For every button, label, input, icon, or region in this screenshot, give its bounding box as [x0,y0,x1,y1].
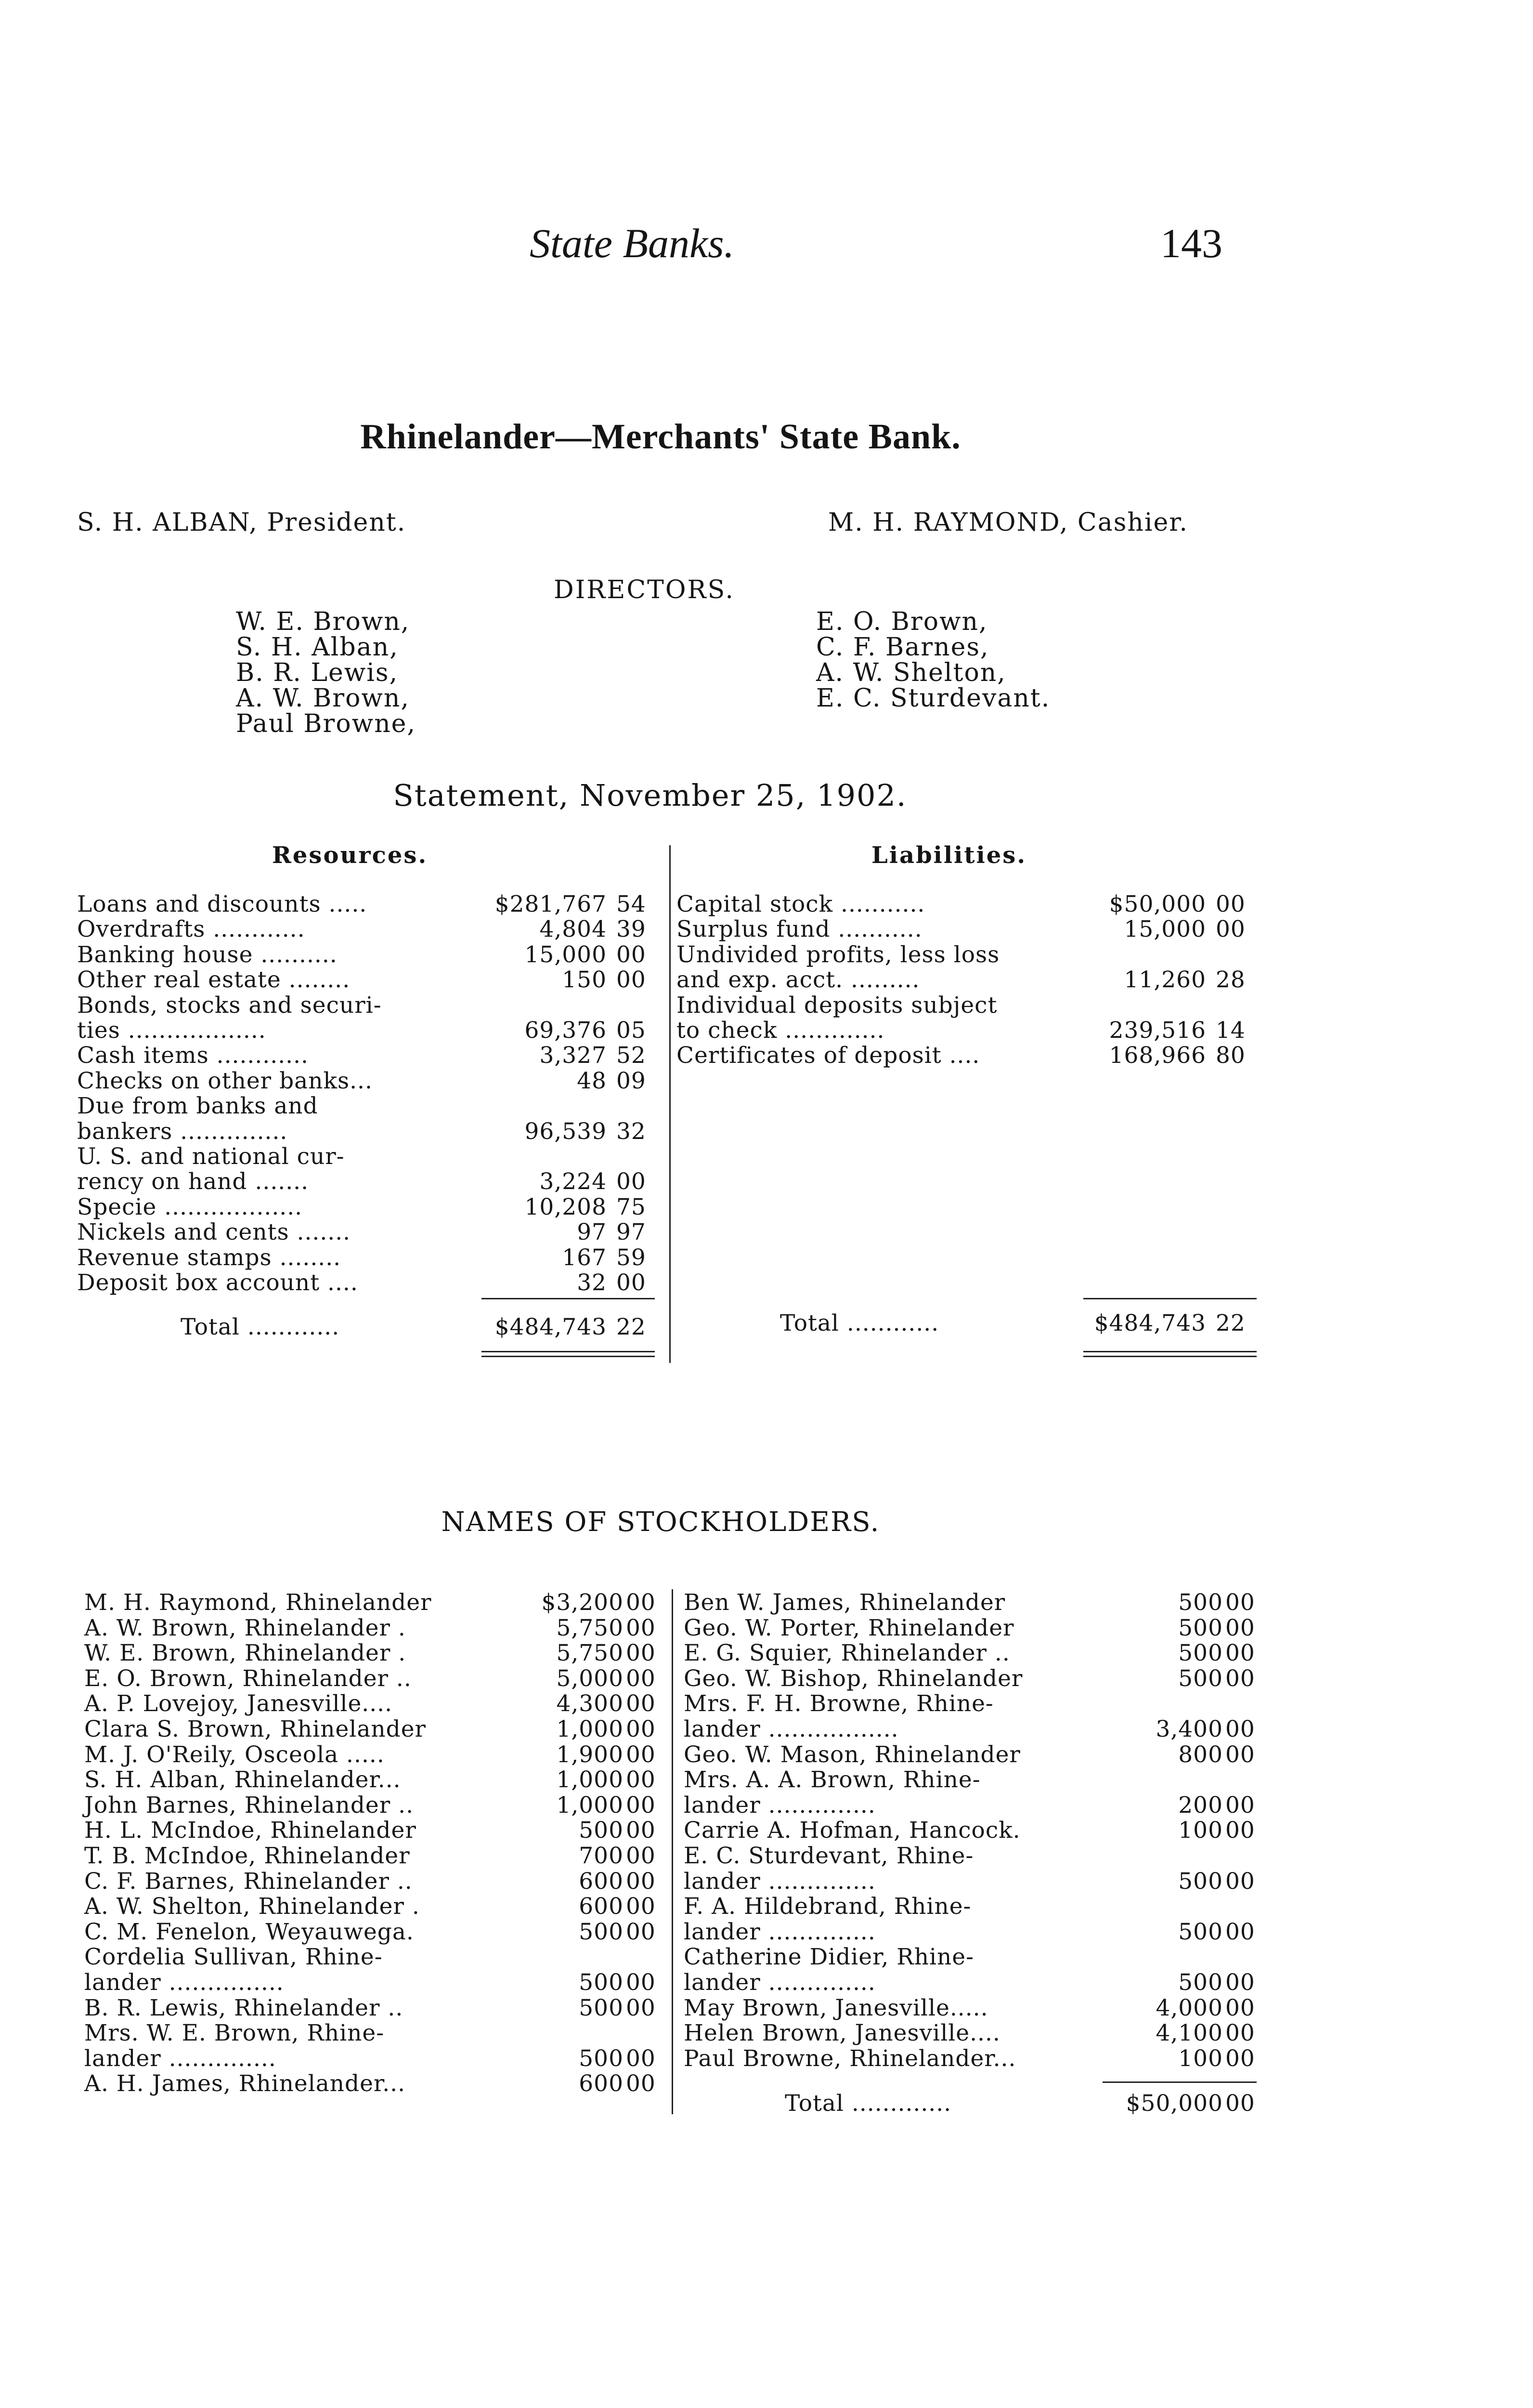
stockholder-row-cents: 00 [1225,1741,1255,1768]
stockholder-row [684,1969,1261,1994]
stockholder-row-label: Paul Browne, Rhinelander... [684,2045,1016,2072]
resource-row-label: Nickels and cents ....... [77,1219,351,1246]
resource-row-cents: 05 [616,1017,646,1044]
resource-row-cents: 52 [616,1042,646,1069]
stockholder-row-dollars: $3,200 [541,1589,624,1616]
resources-total-dollars: $484,743 [494,1314,607,1340]
stockholder-row-label: H. L. McIndoe, Rhinelander [84,1817,416,1844]
liability-row [676,942,1259,967]
stockholder-row [684,1589,1261,1614]
director-name: A. W. Shelton, [816,658,1006,687]
stockholder-row-cents: 00 [1225,1792,1255,1819]
stockholder-row-label: lander .............. [684,1868,876,1895]
directors-heading: DIRECTORS. [554,576,735,604]
stockholder-row-cents: 00 [1225,1589,1255,1616]
resource-row-cents: 00 [616,1168,646,1195]
resource-row-label: Revenue stamps ........ [77,1244,341,1271]
stockholder-row [84,1741,662,1767]
statement-column-divider [669,845,671,1363]
stockholder-row-cents: 00 [626,2070,656,2097]
stockholder-row-dollars: 800 [1178,1741,1223,1768]
resource-row [77,1244,660,1269]
page-number: 143 [1160,220,1222,266]
liability-row-cents: 00 [1216,891,1246,917]
stockholder-row [684,1868,1261,1893]
resource-row-cents: 39 [616,916,646,943]
stockholder-row [684,2020,1261,2045]
liability-row-cents: 28 [1216,967,1246,994]
stockholder-row-dollars: 600 [579,1868,624,1895]
liabilities-sum-rule [1083,1298,1257,1299]
resource-row-label: Other real estate ........ [77,967,351,994]
stockholder-row-cents: 00 [626,1868,656,1895]
director-name: S. H. Alban, [236,633,399,662]
liability-row-cents: 80 [1216,1042,1246,1069]
stockholder-row [684,1995,1261,2020]
stockholder-row-dollars: 500 [579,1817,624,1844]
stockholder-row-cents: 00 [626,1918,656,1945]
stockholder-row-label: Mrs. F. H. Browne, Rhine- [684,1690,994,1717]
stockholders-heading: NAMES OF STOCKHOLDERS. [441,1506,880,1538]
liability-row-dollars: 15,000 [1124,916,1206,943]
stockholder-row-cents: 00 [626,1893,656,1920]
liability-row [676,967,1259,992]
directors-right-list [816,609,1050,711]
stockholder-row-label: B. R. Lewis, Rhinelander .. [84,1994,403,2021]
stockholder-row [84,1817,662,1842]
stockholder-row-label: F. A. Hildebrand, Rhine- [684,1893,972,1920]
stockholder-row-cents: 00 [626,1716,656,1742]
stockholder-row-dollars: 100 [1178,1817,1223,1844]
stockholder-row [684,1615,1261,1640]
liability-row-label: Certificates of deposit .... [676,1042,980,1069]
liability-row-dollars: 168,966 [1109,1042,1206,1069]
stockholder-row-label: lander ............... [84,1969,284,1996]
stockholder-row [84,1690,662,1715]
resource-row-cents: 54 [616,891,646,917]
resource-row-dollars: 15,000 [524,941,607,968]
stockholder-row [684,1690,1261,1715]
stockholder-row-label: A. W. Brown, Rhinelander . [84,1614,406,1641]
stockholder-row-label: Catherine Didier, Rhine- [684,1944,974,1971]
stockholder-row-cents: 00 [626,1690,656,1717]
stockholder-row-cents: 00 [1225,1640,1255,1667]
resource-row-dollars: 3,224 [539,1168,607,1195]
stockholder-row-label: E. O. Brown, Rhinelander .. [84,1665,412,1692]
stockholder-row-cents: 00 [626,1640,656,1667]
stockholder-row-cents: 00 [626,1741,656,1768]
stockholder-row [84,1969,662,1994]
stockholder-row [84,2045,662,2070]
stockholder-row-cents: 00 [1225,1918,1255,1945]
stockholder-row-dollars: 600 [579,1893,624,1920]
liability-row [676,1042,1259,1067]
stockholder-row-dollars: 4,000 [1156,1994,1223,2021]
resource-row-label: Cash items ............ [77,1042,309,1069]
resource-row [77,1042,660,1067]
stockholders-total-row-cents: 00 [1225,2090,1255,2117]
stockholder-row [84,1868,662,1893]
resource-row-cents: 32 [616,1118,646,1145]
resource-row-label: Bonds, stocks and securi- [77,992,382,1019]
stockholder-row-dollars: 5,750 [556,1614,624,1641]
stockholders-total-row [684,2090,1261,2115]
stockholders-total-row-dollars: $50,000 [1126,2090,1223,2117]
stockholder-row [84,2020,662,2045]
stockholder-row-cents: 00 [626,1614,656,1641]
resource-row-dollars: 48 [577,1067,607,1094]
stockholder-row-label: Geo. W. Mason, Rhinelander [684,1741,1021,1768]
director-name: C. F. Barnes, [816,633,989,662]
stockholder-row-dollars: 500 [1178,1665,1223,1692]
stockholder-row [684,1640,1261,1665]
stockholder-row-dollars: 200 [1178,1792,1223,1819]
resource-row-cents: 09 [616,1067,646,1094]
resource-row-dollars: 150 [562,967,607,994]
stockholder-row-cents: 00 [626,1792,656,1819]
resource-row-label: Deposit box account .... [77,1269,358,1296]
stockholder-row [684,1767,1261,1792]
liability-row-label: Capital stock ........... [676,891,925,917]
stockholder-row-dollars: 500 [1178,1640,1223,1667]
stockholder-row [84,1995,662,2020]
stockholder-row-cents: 00 [626,1817,656,1844]
resource-row-label: rency on hand ....... [77,1168,309,1195]
resource-row-dollars: 97 [577,1219,607,1246]
liability-row-dollars: 11,260 [1124,967,1206,994]
stockholder-row-label: Geo. W. Bishop, Rhinelander [684,1665,1023,1692]
resource-row [77,1168,660,1193]
resource-row [77,891,660,916]
resource-row-dollars: 10,208 [524,1193,607,1220]
directors-left-list [236,609,416,737]
stockholder-row-cents: 00 [626,2045,656,2072]
resource-row [77,1269,660,1295]
stockholder-row [684,1792,1261,1817]
resource-row [77,1068,660,1093]
stockholder-row-label: T. B. McIndoe, Rhinelander [84,1843,410,1869]
stockholder-row [84,1893,662,1918]
stockholders-sum-rule [1103,2081,1257,2083]
stockholder-row-label: A. W. Shelton, Rhinelander . [84,1893,420,1920]
cashier: M. H. RAYMOND, Cashier. [828,508,1188,537]
liability-row-label: Undivided profits, less loss [676,941,1000,968]
stockholder-row [84,1919,662,1944]
stockholder-row-cents: 00 [626,1969,656,1996]
statement-title: Statement, November 25, 1902. [393,778,907,813]
stockholder-row-cents: 00 [1225,2045,1255,2072]
liability-row-label: Individual deposits subject [676,992,998,1019]
liabilities-heading: Liabilities. [871,842,1027,869]
director-name: A. W. Brown, [236,684,410,713]
resource-row-dollars: 3,327 [539,1042,607,1069]
liability-row [676,916,1259,941]
stockholder-row [684,1893,1261,1918]
stockholder-row-label: A. H. James, Rhinelander... [84,2070,406,2097]
resource-row [77,1143,660,1168]
resources-total-label: Total ............ [181,1314,340,1340]
stockholder-row-label: Helen Brown, Janesville.... [684,2020,1000,2047]
liability-row [676,992,1259,1017]
stockholder-row-cents: 00 [626,1843,656,1869]
stockholder-row-dollars: 1,900 [556,1741,624,1768]
stockholder-row-dollars: 5,000 [556,1665,624,1692]
stockholder-row-label: May Brown, Janesville..... [684,1994,988,2021]
stockholder-row-dollars: 500 [1178,1614,1223,1641]
stockholder-row-dollars: 700 [579,1843,624,1869]
stockholder-row [84,1843,662,1868]
stockholder-row-cents: 00 [1225,1614,1255,1641]
resource-row-label: Overdrafts ............ [77,916,305,943]
stockholder-row-cents: 00 [626,1994,656,2021]
resource-row [77,992,660,1017]
stockholder-row-dollars: 500 [1178,1589,1223,1616]
stockholder-row [684,2045,1261,2070]
stockholders-total-row-label: Total ............. [785,2090,952,2117]
stockholder-row-cents: 00 [1225,1817,1255,1844]
stockholder-row-label: Cordelia Sullivan, Rhine- [84,1944,383,1971]
resource-row [77,1194,660,1219]
stockholder-row-label: C. M. Fenelon, Weyauwega. [84,1918,414,1945]
resource-row-dollars: 96,539 [524,1118,607,1145]
stockholder-row-dollars: 500 [1178,1868,1223,1895]
director-name: E. O. Brown, [816,607,988,636]
resources-total-double-rule-2 [481,1356,655,1357]
resources-total-double-rule-1 [481,1351,655,1352]
stockholder-row-cents: 00 [626,1665,656,1692]
stockholder-row-label: M. H. Raymond, Rhinelander [84,1589,432,1616]
director-name: B. R. Lewis, [236,658,399,687]
president: S. H. ALBAN, President. [77,508,406,537]
stockholder-row [84,1716,662,1741]
stockholder-row [84,1944,662,1969]
stockholder-row [684,1716,1261,1741]
stockholder-row [684,1665,1261,1690]
resource-row-cents: 00 [616,967,646,994]
resource-row [77,1093,660,1118]
stockholder-row [684,1919,1261,1944]
resource-row [77,942,660,967]
liability-row-dollars: 239,516 [1109,1017,1206,1044]
stockholder-row-label: E. G. Squier, Rhinelander .. [684,1640,1010,1667]
stockholder-row [684,1741,1261,1767]
bank-title: Rhinelander—Merchants' State Bank. [360,417,961,457]
stockholder-row-label: Clara S. Brown, Rhinelander [84,1716,426,1742]
resource-row [77,1017,660,1042]
resource-row-label: Checks on other banks... [77,1067,373,1094]
stockholder-row-dollars: 4,300 [556,1690,624,1717]
resources-sum-rule [481,1298,655,1299]
stockholder-row-label: A. P. Lovejoy, Janesville.... [84,1690,393,1717]
resource-row-dollars: 167 [562,1244,607,1271]
director-name: W. E. Brown, [236,607,410,636]
resource-row-dollars: 4,804 [539,916,607,943]
resource-row-dollars: 32 [577,1269,607,1296]
liabilities-total-dollars: $484,743 [1094,1310,1206,1336]
resource-row-label: U. S. and national cur- [77,1143,345,1170]
stockholder-row [84,1665,662,1690]
stockholder-row-cents: 00 [1225,1665,1255,1692]
stockholder-row-dollars: 500 [579,1969,624,1996]
liability-row-label: Surplus fund ........... [676,916,922,943]
resource-row [77,1118,660,1143]
stockholder-row [84,1792,662,1817]
stockholder-row [84,2070,662,2095]
stockholder-row-label: Carrie A. Hofman, Hancock. [684,1817,1021,1844]
resource-row-label: ties .................. [77,1017,266,1044]
stockholder-row-dollars: 5,750 [556,1640,624,1667]
stockholder-row-label: Ben W. James, Rhinelander [684,1589,1006,1616]
stockholder-row-dollars: 3,400 [1156,1716,1223,1742]
stockholder-row-cents: 00 [1225,1868,1255,1895]
stockholder-row-label: lander ................. [684,1716,899,1742]
stockholder-row-dollars: 1,000 [556,1716,624,1742]
resource-row-dollars: 69,376 [524,1017,607,1044]
resources-heading: Resources. [272,842,428,869]
resource-row-label: Due from banks and [77,1093,318,1120]
resource-row [77,916,660,941]
stockholder-row-label: Mrs. A. A. Brown, Rhine- [684,1767,981,1793]
stockholder-row-dollars: 500 [1178,1918,1223,1945]
stockholder-row-label: W. E. Brown, Rhinelander . [84,1640,406,1667]
stockholder-row-dollars: 100 [1178,2045,1223,2072]
stockholder-row-label: lander .............. [684,1918,876,1945]
director-name: Paul Browne, [236,709,416,738]
resource-row-dollars: $281,767 [494,891,607,917]
stockholders-column-divider [672,1589,673,2114]
resource-row-cents: 75 [616,1193,646,1220]
stockholder-row [84,1615,662,1640]
liability-row-cents: 14 [1216,1017,1246,1044]
stockholder-row-label: lander .............. [684,1792,876,1819]
liability-row-dollars: $50,000 [1109,891,1206,917]
stockholder-row-dollars: 1,000 [556,1792,624,1819]
stockholder-row-label: John Barnes, Rhinelander .. [84,1792,414,1819]
stockholder-row-label: S. H. Alban, Rhinelander... [84,1767,401,1793]
resource-row-label: Banking house .......... [77,941,338,968]
stockholder-row-cents: 00 [1225,1716,1255,1742]
stockholder-row-cents: 00 [1225,1994,1255,2021]
stockholder-row-label: C. F. Barnes, Rhinelander .. [84,1868,413,1895]
stockholder-row-dollars: 500 [579,1918,624,1945]
stockholder-row [84,1767,662,1792]
resources-total [77,1314,660,1339]
liability-row-cents: 00 [1216,916,1246,943]
stockholder-row-label: Geo. W. Porter, Rhinelander [684,1614,1014,1641]
stockholder-row-label: M. J. O'Reily, Osceola ..... [84,1741,385,1768]
resources-total-cents: 22 [616,1314,646,1340]
resource-row-label: Specie .................. [77,1193,303,1220]
stockholder-row [684,1944,1261,1969]
stockholder-row-label: E. C. Sturdevant, Rhine- [684,1843,974,1869]
resource-row-cents: 00 [616,941,646,968]
resource-row [77,967,660,992]
liabilities-total-double-rule-1 [1083,1351,1257,1352]
stockholder-row [84,1640,662,1665]
stockholder-row-label: Mrs. W. E. Brown, Rhine- [84,2020,385,2047]
liabilities-total-label: Total ............ [780,1310,939,1336]
stockholder-row-dollars: 500 [579,2045,624,2072]
stockholder-row-dollars: 600 [579,2070,624,2097]
liability-row-label: and exp. acct. ......... [676,967,920,994]
stockholder-row [84,1589,662,1614]
stockholder-row [684,1817,1261,1842]
liabilities-total [676,1310,1259,1335]
stockholder-row-label: lander .............. [84,2045,276,2072]
stockholder-row-label: lander .............. [684,1969,876,1996]
stockholder-row-cents: 00 [626,1589,656,1616]
stockholder-row-cents: 00 [1225,2020,1255,2047]
liabilities-total-cents: 22 [1216,1310,1246,1336]
resource-row [77,1219,660,1244]
stockholder-row-cents: 00 [626,1767,656,1793]
director-name: E. C. Sturdevant. [816,684,1051,713]
stockholder-row-dollars: 500 [579,1994,624,2021]
resource-row-label: bankers .............. [77,1118,288,1145]
running-head: State Banks. [530,220,735,266]
liability-row [676,1017,1259,1042]
resource-row-cents: 97 [616,1219,646,1246]
resource-row-label: Loans and discounts ..... [77,891,367,917]
stockholder-row-cents: 00 [1225,1969,1255,1996]
liability-row [676,891,1259,916]
liabilities-total-double-rule-2 [1083,1356,1257,1357]
stockholder-row-dollars: 500 [1178,1969,1223,1996]
stockholder-row [684,1843,1261,1868]
stockholder-row-dollars: 4,100 [1156,2020,1223,2047]
stockholder-row-dollars: 1,000 [556,1767,624,1793]
resource-row-cents: 59 [616,1244,646,1271]
liability-row-label: to check ............. [676,1017,885,1044]
resource-row-cents: 00 [616,1269,646,1296]
